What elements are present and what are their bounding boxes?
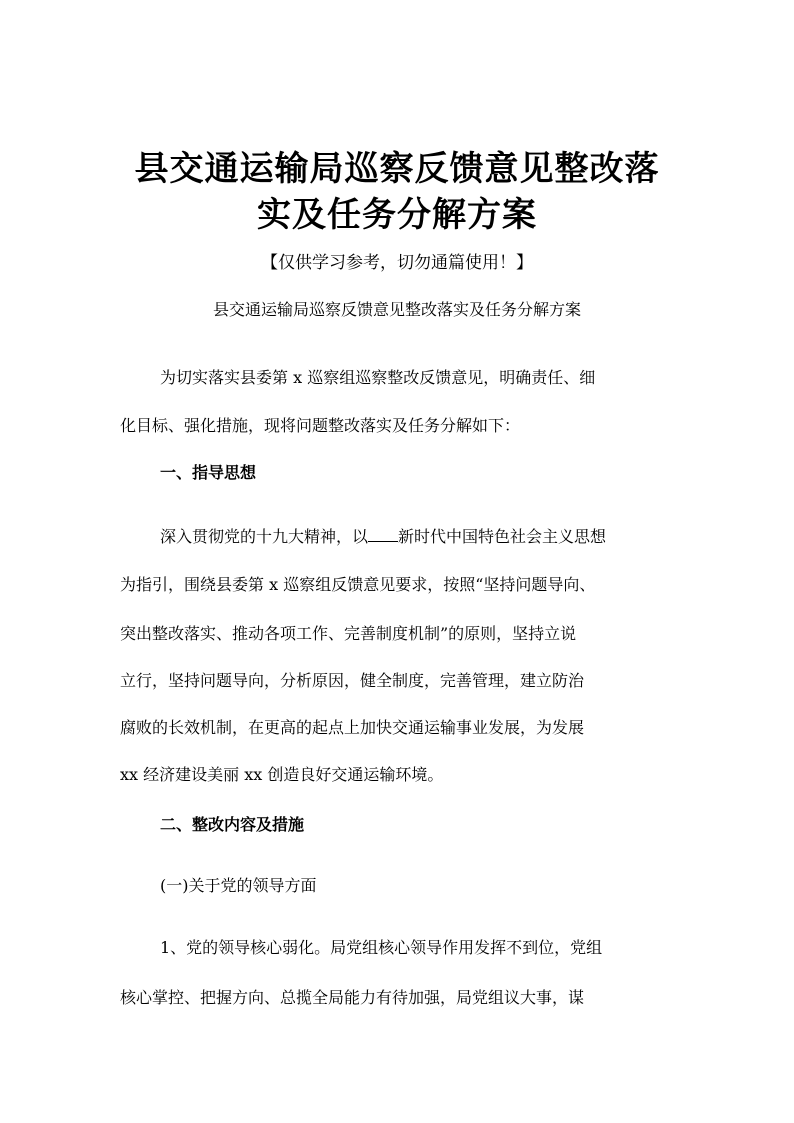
section-heading-rectification: 二、整改内容及措施 xyxy=(160,815,305,834)
section1-line-1-after: 新时代中国特色社会主义思想 xyxy=(398,527,607,546)
item1-line-2: 核心掌控、把握方向、总揽全局能力有待加强，局党组议大事，谋 xyxy=(120,988,585,1007)
section1-line-6: xx 经济建设美丽 xx 创造良好交通运输环境。 xyxy=(120,765,444,784)
blank-underline xyxy=(368,527,398,542)
document-title-line-2: 实及任务分解方案 xyxy=(257,195,537,235)
subsection-party-leadership: (一)关于党的领导方面 xyxy=(160,876,317,895)
item1-line-1: 1、党的领导核心弱化。局党组核心领导作用发挥不到位，党组 xyxy=(160,938,603,957)
section-heading-guiding-ideology: 一、指导思想 xyxy=(160,463,257,482)
document-subtitle: 县交通运输局巡察反馈意见整改落实及任务分解方案 xyxy=(212,300,581,319)
section1-line-4: 立行，坚持问题导向，分析原因，健全制度，完善管理，建立防治 xyxy=(120,671,585,690)
usage-notice: 【仅供学习参考，切勿通篇使用！】 xyxy=(261,253,533,273)
section1-line-1 xyxy=(160,527,606,545)
section1-line-2: 为指引，围绕县委第 x 巡察组反馈意见要求，按照“坚持问题导向、 xyxy=(120,575,596,594)
intro-line-1: 为切实落实县委第 x 巡察组巡察整改反馈意见，明确责任、细 xyxy=(160,368,596,387)
section1-line-1-before: 深入贯彻党的十九大精神，以 xyxy=(160,527,369,546)
intro-line-2: 化目标、强化措施，现将问题整改落实及任务分解如下： xyxy=(120,416,521,435)
section1-line-5: 腐败的长效机制，在更高的起点上加快交通运输事业发展，为发展 xyxy=(120,718,585,737)
document-title-line-1: 县交通运输局巡察反馈意见整改落 xyxy=(134,149,660,189)
section1-line-3: 突出整改落实、推动各项工作、完善制度机制”的原则，坚持立说 xyxy=(120,624,577,643)
